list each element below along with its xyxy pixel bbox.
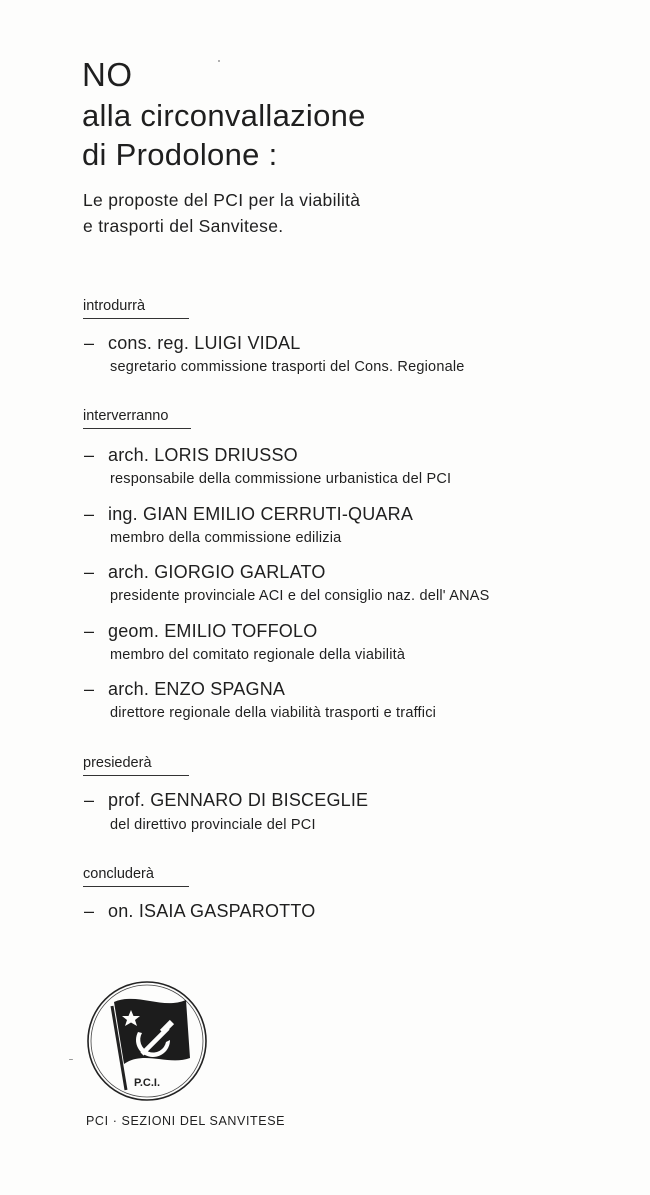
speaker-name: – cons. reg. LUIGI VIDAL xyxy=(84,333,301,353)
footer-organization: PCI · SEZIONI DEL SANVITESE xyxy=(86,1114,286,1128)
section-underline xyxy=(83,886,189,887)
speaker-role: membro della commissione edilizia xyxy=(110,530,342,546)
headline-line-2: di Prodolone : xyxy=(82,137,278,172)
section-underline xyxy=(83,428,191,429)
speaker-name: – prof. GENNARO DI BISCEGLIE xyxy=(84,790,369,810)
headline-no: NO xyxy=(82,56,133,93)
speaker-name: – arch. LORIS DRIUSSO xyxy=(84,445,298,465)
section-label-presiedera: presiederà xyxy=(83,755,152,771)
section-underline xyxy=(83,775,189,776)
headline-line-1: alla circonvallazione xyxy=(82,98,366,133)
subtitle-line-1: Le proposte del PCI per la viabilità xyxy=(83,190,361,210)
section-underline xyxy=(83,318,189,319)
speaker-role: del direttivo provinciale del PCI xyxy=(110,817,316,833)
speaker-role: direttore regionale della viabilità trasporti e traffici xyxy=(110,705,437,721)
scan-speck xyxy=(69,1059,73,1060)
scan-speck xyxy=(218,60,220,62)
speaker-name: – arch. GIORGIO GARLATO xyxy=(84,562,326,582)
speaker-role: segretario commissione trasporti del Cons. Regionale xyxy=(110,359,465,375)
pci-emblem xyxy=(86,980,208,1102)
section-label-introdurra: introdurrà xyxy=(83,298,146,314)
speaker-role: membro del comitato regionale della viabilità xyxy=(110,647,406,663)
section-label-concludera: concluderà xyxy=(83,866,154,882)
speaker-role: responsabile della commissione urbanistica del PCI xyxy=(110,471,452,487)
speaker-name: – geom. EMILIO TOFFOLO xyxy=(84,621,318,641)
subtitle-line-2: e trasporti del Sanvitese. xyxy=(83,216,284,236)
section-label-interverranno: interverranno xyxy=(83,408,169,424)
speaker-role: presidente provinciale ACI e del consiglio naz. dell' ANAS xyxy=(110,588,490,604)
speaker-name: – on. ISAIA GASPAROTTO xyxy=(84,901,316,921)
speaker-name: – ing. GIAN EMILIO CERRUTI-QUARA xyxy=(84,504,414,524)
emblem-text: P.C.I. xyxy=(133,1077,161,1089)
speaker-name: – arch. ENZO SPAGNA xyxy=(84,679,286,699)
